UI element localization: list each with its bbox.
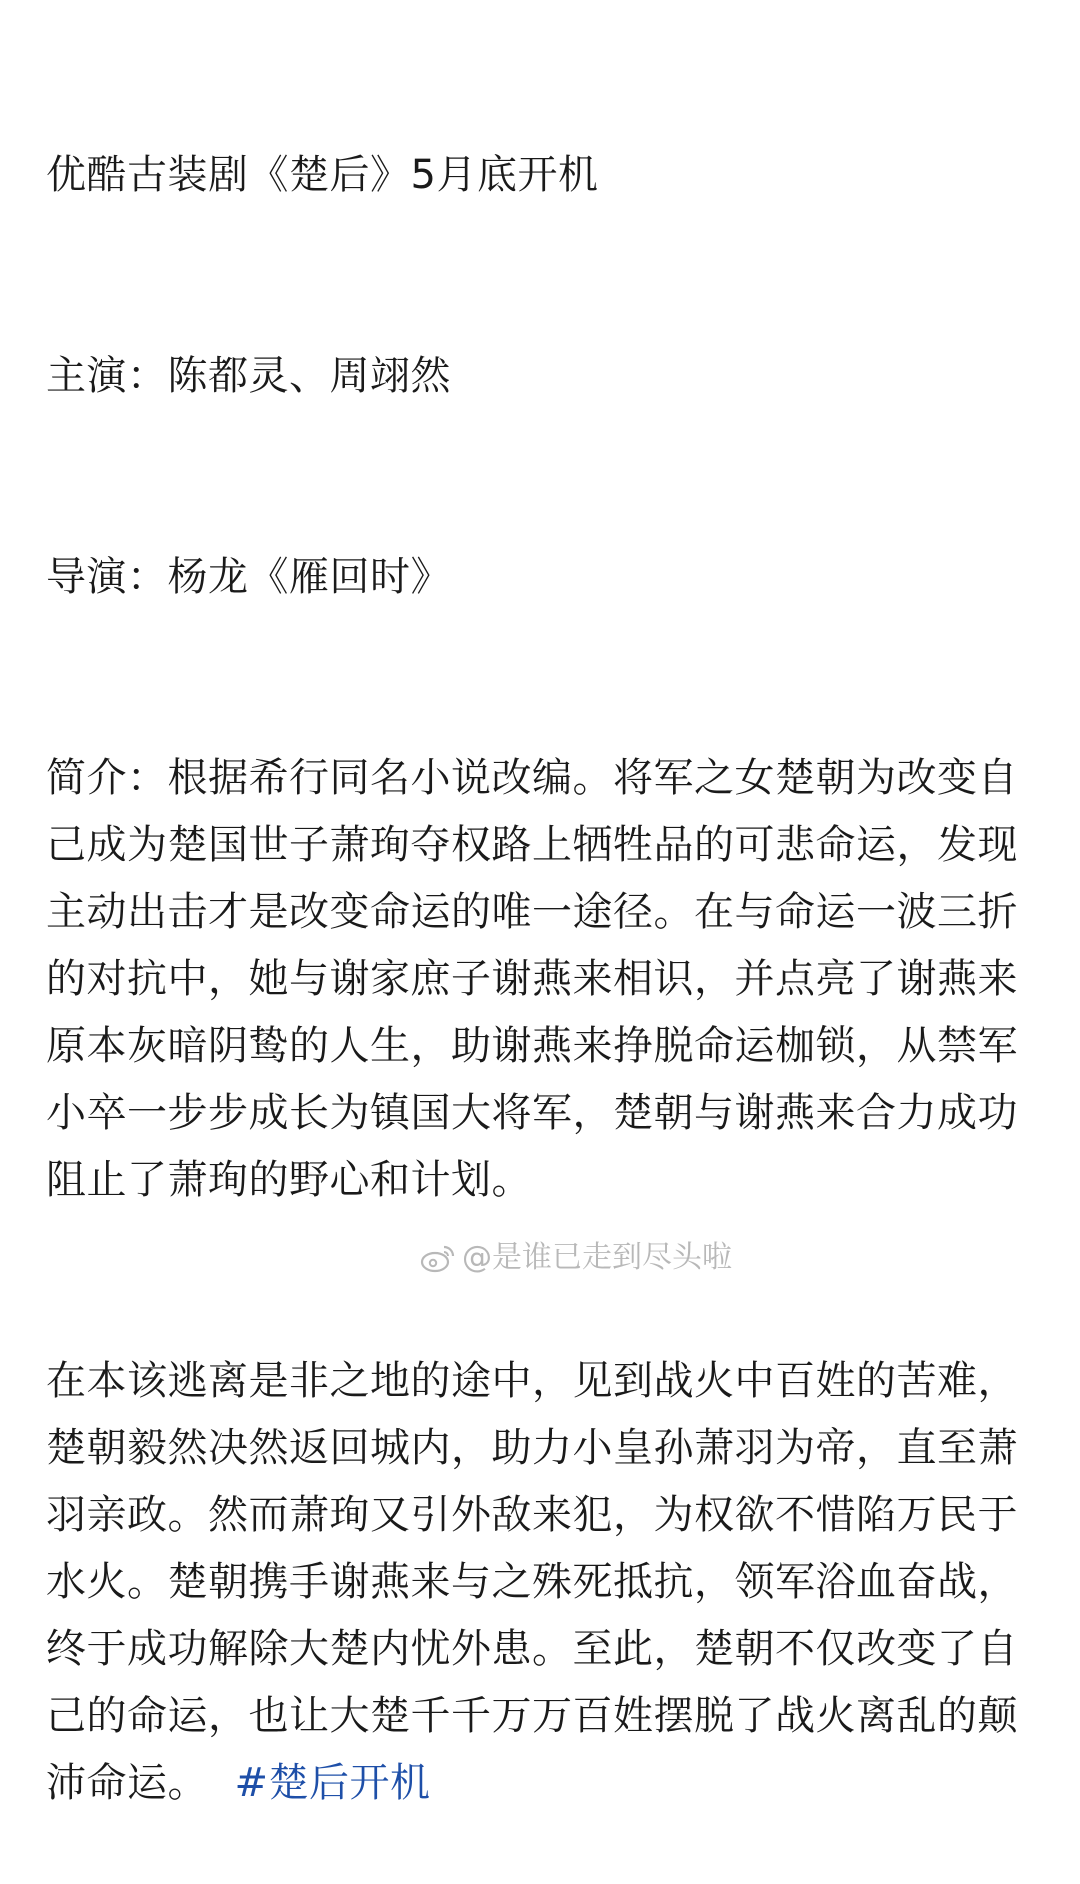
post-cast-line: 主演：陈都灵、周翊然: [46, 353, 451, 399]
watermark-text: @是谁已走到尽头啦: [462, 1240, 732, 1275]
post-title-line: 优酷古装剧《楚后》5月底开机: [46, 152, 599, 198]
hashtag-link[interactable]: #楚后开机: [234, 1760, 431, 1806]
post-body: [46, 8, 1021, 1884]
post-director-line: 导演：杨龙《雁回时》: [46, 554, 451, 600]
post-synopsis-paragraph-1: 简介：根据希行同名小说改编。将军之女楚朝为改变自己成为楚国世子萧珣夺权路上牺牲品的可悲命运，发现主动出击才是改变命运的唯一途径。在与命运一波三折的对抗中，她与谢家庶子谢燕来相识，并点亮了谢燕来原本灰暗阴鸷的人生，助谢燕来挣脱命运枷锁，从禁军小卒一步步成长为镇国大将军，楚朝与谢燕来合力成功阻止了萧珣的野心和计划。: [46, 755, 1018, 1203]
post-synopsis-paragraph-2: [46, 1348, 1021, 1817]
post-synopsis-paragraph-2-text: 在本该逃离是非之地的途中，见到战火中百姓的苦难，楚朝毅然决然返回城内，助力小皇孙萧羽为帝，直至萧羽亲政。然而萧珣又引外敌来犯，为权欲不惜陷万民于水火。楚朝携手谢燕来与之殊死抵抗，领军浴血奋战，终于成功解除大楚内忧外患。至此，楚朝不仅改变了自己的命运，也让大楚千千万万百姓摆脱了战火离乱的颠沛命运。: [46, 1358, 1018, 1806]
